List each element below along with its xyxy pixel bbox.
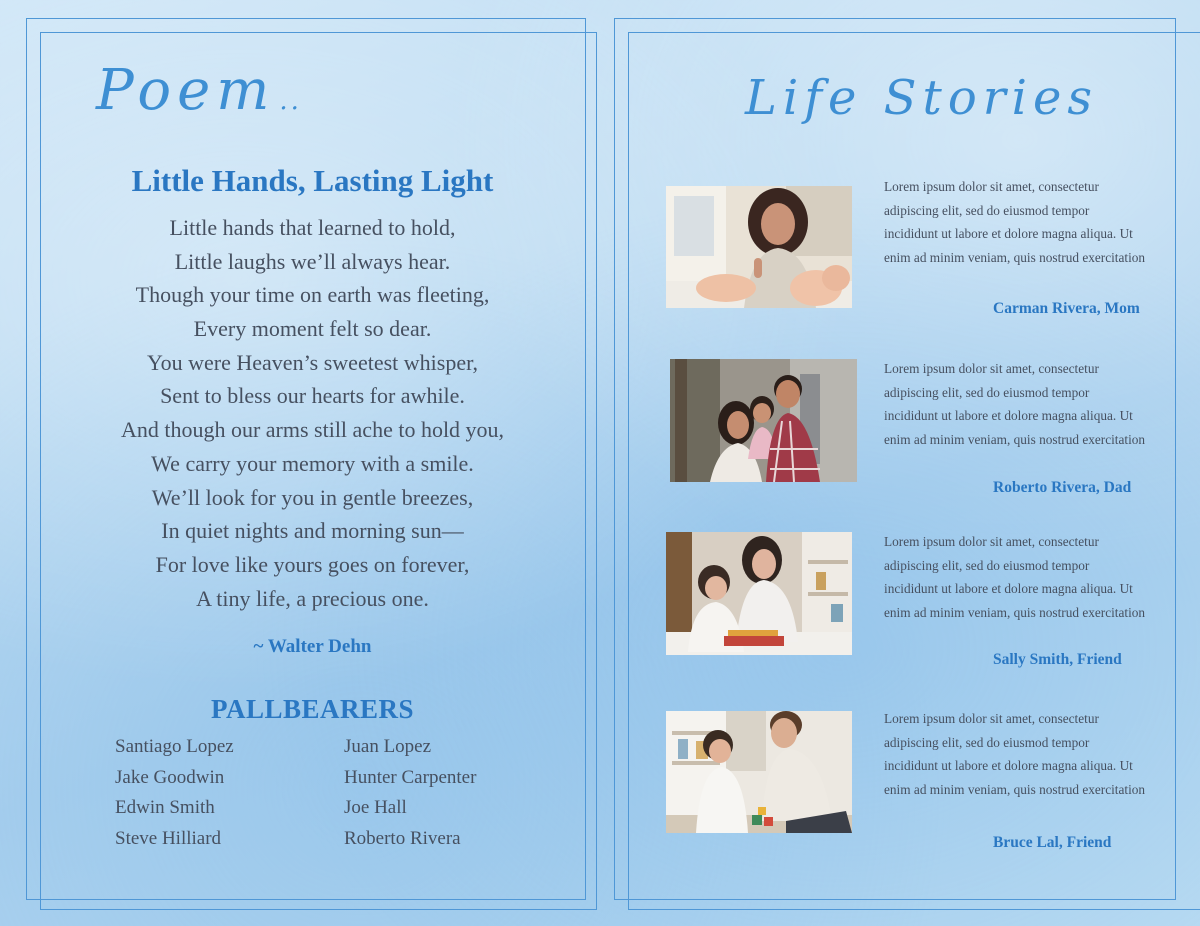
story-author: Roberto Rivera, Dad: [993, 479, 1132, 496]
life-stories-title: Life Stories: [745, 70, 1099, 126]
story-text: Lorem ipsum dolor sit amet, consectetur adipiscing elit, sed do eiusmod tempor incididunt ut labore et dolore magna aliqua. Ut enim ad minim veniam, quis nostrud exercitation: [884, 179, 1146, 265]
poem-body: [40, 211, 585, 615]
pallbearer-name: Jake Goodwin: [115, 766, 225, 788]
pallbearers-title: PALLBEARERS: [210, 694, 415, 724]
story-text: Lorem ipsum dolor sit amet, consectetur adipiscing elit, sed do eiusmod tempor incididunt ut labore et dolore magna aliqua. Ut enim ad minim veniam, quis nostrud exercitation: [884, 711, 1146, 797]
poem-author: ~ Walter Dehn: [253, 636, 372, 657]
poem-line: Every moment felt so dear.: [193, 316, 432, 342]
story-photo-family: [670, 359, 857, 482]
story-author: Bruce Lal, Friend: [993, 834, 1112, 851]
poem-line: We carry your memory with a smile.: [151, 450, 474, 476]
story-author: Sally Smith, Friend: [993, 651, 1122, 668]
pallbearer-name: Santiago Lopez: [115, 736, 234, 757]
poem-section-title-text: Poem: [96, 58, 276, 123]
story-text: Lorem ipsum dolor sit amet, consectetur adipiscing elit, sed do eiusmod tempor incididunt ut labore et dolore magna aliqua. Ut enim ad minim veniam, quis nostrud exercitation: [884, 361, 1146, 447]
poem-line: Though your time on earth was fleeting,: [135, 282, 490, 308]
poem-line: In quiet nights and morning sun—: [161, 518, 464, 544]
story-author: Carman Rivera, Mom: [993, 300, 1140, 317]
poem-line: A tiny life, a precious one.: [196, 585, 429, 611]
pallbearers-left-column: [115, 735, 234, 857]
story-photo-mother-baby: [666, 186, 852, 308]
poem-section-title: [96, 58, 302, 123]
pallbearer-name: Steve Hilliard: [115, 827, 222, 849]
pallbearer-name: Edwin Smith: [115, 797, 215, 818]
story-text: Lorem ipsum dolor sit amet, consectetur adipiscing elit, sed do eiusmod tempor incididunt ut labore et dolore magna aliqua. Ut enim ad minim veniam, quis nostrud exercitation: [884, 534, 1146, 620]
story-photo-mother-son: [666, 532, 852, 655]
poem-line: You were Heaven’s sweetest whisper,: [146, 349, 479, 375]
story-photo-father-son: [666, 711, 852, 833]
pallbearer-name: Joe Hall: [344, 797, 407, 818]
poem-line: Little laughs we’ll always hear.: [174, 248, 451, 274]
poem-line: We’ll look for you in gentle breezes,: [151, 484, 474, 510]
poem-line: For love like yours goes on forever,: [155, 551, 470, 577]
pallbearers-right-column: [344, 735, 476, 857]
pallbearer-name: Roberto Rivera: [344, 827, 461, 849]
poem-line: Little hands that learned to hold,: [169, 215, 456, 240]
poem-line: Sent to bless our hearts for awhile.: [160, 383, 465, 409]
poem-line: And though our arms still ache to hold you,: [120, 417, 505, 443]
pallbearer-name: Juan Lopez: [344, 736, 432, 757]
poem-title: Little Hands, Lasting Light: [131, 163, 494, 198]
poem-section-dots: ..: [279, 86, 302, 116]
pallbearer-name: Hunter Carpenter: [344, 766, 477, 788]
